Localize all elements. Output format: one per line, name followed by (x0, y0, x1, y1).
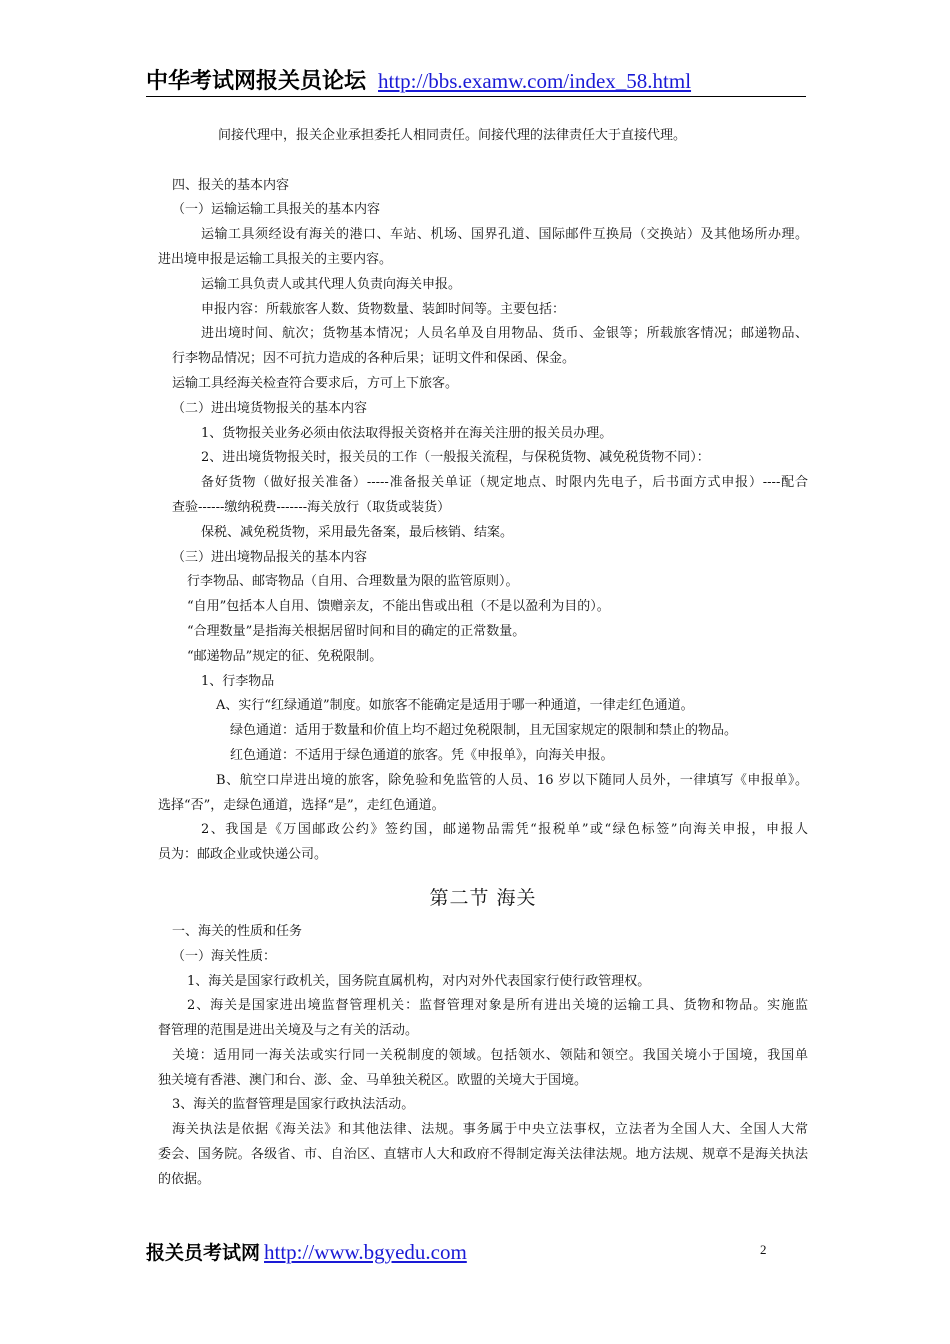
paragraph-line: 绿色通道：适用于数量和价值上均不超过免税限制，且无国家规定的限制和禁止的物品。 (230, 723, 738, 739)
paragraph-line: 备好货物（做好报关准备）-----准备报关单证（规定地点、时限内先电子，后书面方式申报）----配合 (201, 475, 808, 491)
paragraph-line: 运输工具须经设有海关的港口、车站、机场、国界孔道、国际邮件互换局（交换站）及其他场所办理。 (201, 227, 808, 243)
page-number: 2 (760, 1242, 767, 1257)
paragraph-line: 独关境有香港、澳门和台、澎、金、马单独关税区。欧盟的关境大于国境。 (158, 1072, 588, 1088)
paragraph-line: 的依据。 (158, 1171, 211, 1187)
paragraph-line: 间接代理中，报关企业承担委托人相同责任。间接代理的法律责任大于直接代理。 (218, 128, 687, 143)
paragraph-line: 进出境时间、航次；货物基本情况；人员名单及自用物品、货币、金银等；所载旅客情况；邮递物品、 (201, 326, 808, 342)
paragraph-line: 运输工具负责人或其代理人负责向海关申报。 (201, 276, 462, 292)
paragraph-line: 员为：邮政企业或快递公司。 (158, 847, 328, 863)
paragraph-line: 1、货物报关业务必须由依法取得报关资格并在海关注册的报关员办理。 (201, 425, 613, 441)
paragraph-line: 选择“否”，走绿色通道，选择“是”，走红色通道。 (158, 797, 445, 813)
heading-basic-content: 四、报关的基本内容 (172, 177, 290, 193)
paragraph-line: “自用”包括本人自用、馈赠亲友，不能出售或出租（不是以盈利为目的）。 (187, 599, 610, 615)
paragraph-line: 红色通道：不适用于绿色通道的旅客。凭《申报单》，向海关申报。 (230, 747, 614, 763)
subheading: （一）海关性质： (172, 948, 277, 964)
paragraph-line: 2、海关是国家进出境监督管理机关：监督管理对象是所有进出关境的运输工具、货物和物品。实施监 (187, 998, 808, 1014)
paragraph-line: 2、我国是《万国邮政公约》签约国，邮递物品需凭“报税单”或“绿色标签”向海关申报，申报人 (201, 822, 808, 838)
paragraph-line: 运输工具经海关检查符合要求后，方可上下旅客。 (172, 375, 459, 391)
page-header (146, 64, 806, 97)
paragraph-line: A、实行“红绿通道”制度。如旅客不能确定是适用于哪一种通道，一律走红色通道。 (216, 698, 694, 714)
paragraph-line: “合理数量”是指海关根据居留时间和目的确定的正常数量。 (187, 623, 526, 639)
subheading: （二）进出境货物报关的基本内容 (172, 400, 368, 416)
footer-title: 报关员考试网 (146, 1242, 261, 1264)
footer-link[interactable]: http://www.bgyedu.com (264, 1240, 467, 1264)
paragraph-line: 督管理的范围是进出关境及与之有关的活动。 (158, 1023, 419, 1039)
paragraph-line: B、航空口岸进出境的旅客，除免验和免监管的人员、16 岁以下随同人员外，一律填写《申报单》。 (216, 772, 808, 788)
subheading: （一）运输运输工具报关的基本内容 (172, 202, 381, 218)
page-footer (146, 1238, 806, 1268)
header-title: 中华考试网报关员论坛 (146, 69, 367, 94)
section-title: 第二节 海关 (429, 886, 537, 909)
paragraph-line: 关境：适用同一海关法或实行同一关税制度的领域。包括领水、领陆和领空。我国关境小于国境，我国单 (172, 1047, 808, 1063)
header-link[interactable]: http://bbs.examw.com/index_58.html (378, 69, 692, 93)
paragraph-line: 海关执法是依据《海关法》和其他法律、法规。事务属于中央立法事权，立法者为全国人大、全国人大常 (172, 1122, 808, 1138)
heading-customs-nature: 一、海关的性质和任务 (172, 923, 303, 939)
paragraph-line: “邮递物品”规定的征、免税限制。 (187, 648, 383, 664)
paragraph-line: 保税、减免税货物，采用最先备案，最后核销、结案。 (201, 524, 514, 540)
document-body (158, 124, 808, 1193)
paragraph-line: 委会、国务院。各级省、市、自治区、直辖市人大和政府不得制定海关法律法规。地方法规、规章不是海关执法 (158, 1147, 808, 1163)
paragraph-line: 行李物品情况；因不可抗力造成的各种后果；证明文件和保函、保金。 (172, 351, 576, 367)
paragraph-line: 查验------缴纳税费-------海关放行（取货或装货） (172, 499, 451, 515)
paragraph-line: 1、海关是国家行政机关，国务院直属机构，对内对外代表国家行使行政管理权。 (187, 973, 651, 989)
subheading: （三）进出境物品报关的基本内容 (172, 549, 368, 565)
paragraph-line: 1、行李物品 (201, 673, 275, 689)
paragraph-line: 进出境申报是运输工具报关的主要内容。 (158, 251, 393, 267)
paragraph-line: 3、海关的监督管理是国家行政执法活动。 (172, 1097, 415, 1113)
paragraph-line: 申报内容：所载旅客人数、货物数量、装卸时间等。主要包括： (201, 301, 566, 317)
paragraph-line: 行李物品、邮寄物品（自用、合理数量为限的监管原则）。 (187, 574, 519, 590)
paragraph-line: 2、进出境货物报关时，报关员的工作（一般报关流程，与保税货物、减免税货物不同）： (201, 450, 710, 466)
